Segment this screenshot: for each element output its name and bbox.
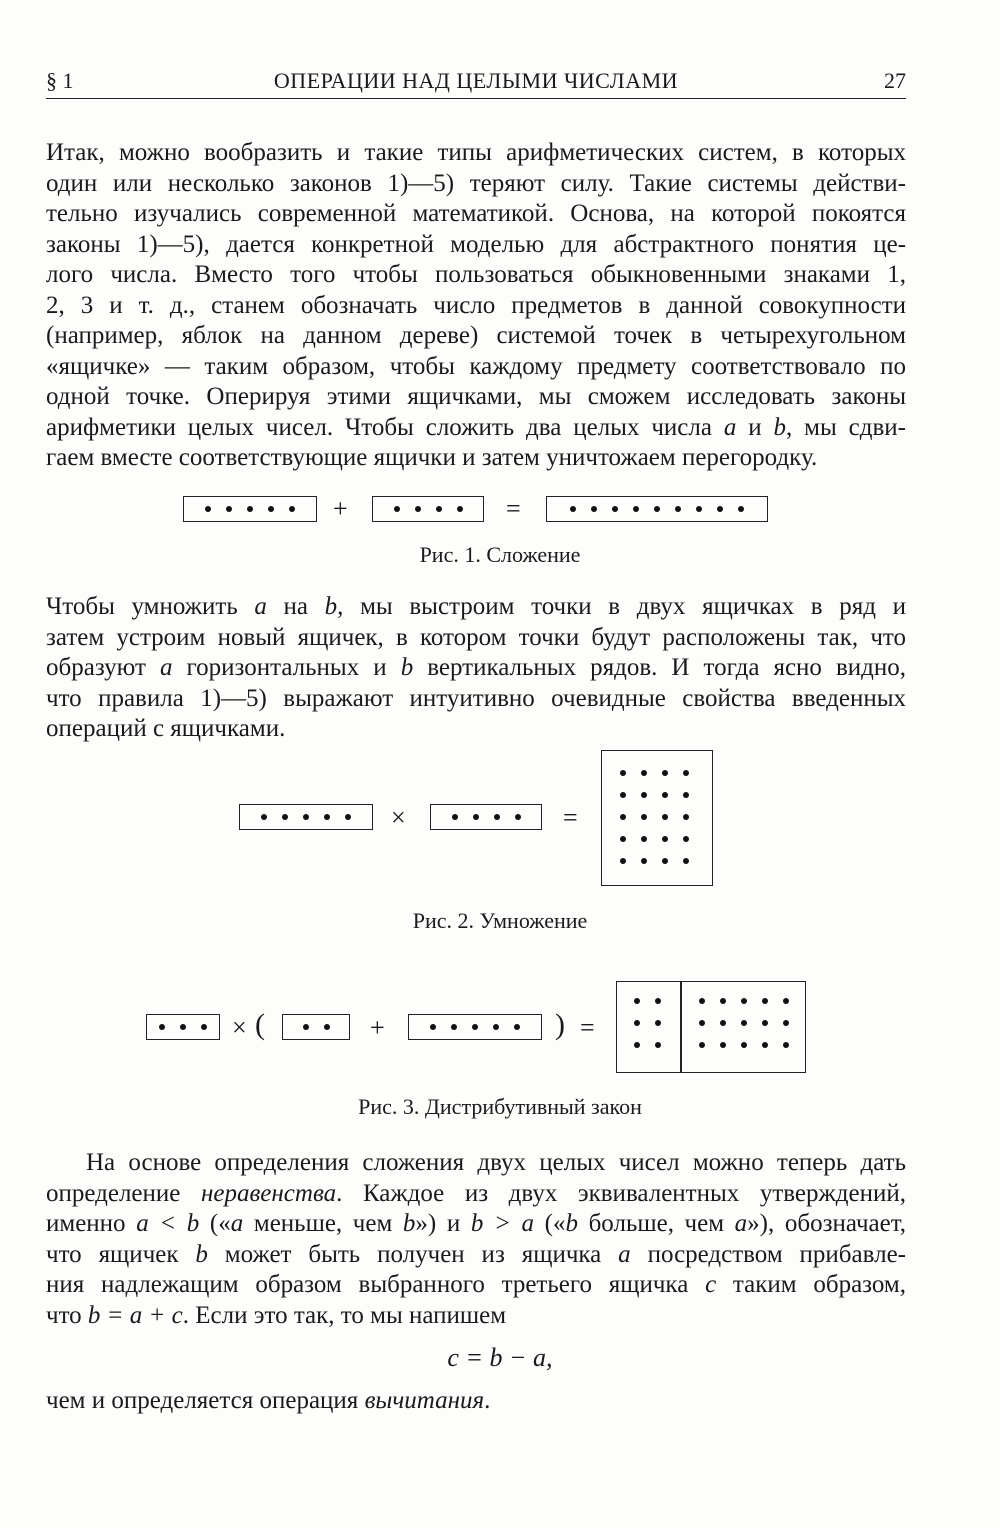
- dot: [683, 814, 689, 820]
- dot: [717, 506, 723, 512]
- dot: [633, 506, 639, 512]
- text-line: лого числа. Вместо того чтобы пользоваться обыкновенными знаками 1,: [46, 261, 906, 288]
- box-product: [601, 750, 713, 886]
- dot: [430, 1024, 436, 1030]
- dot: [451, 1024, 457, 1030]
- box-a: [183, 496, 317, 522]
- dot: [762, 998, 768, 1004]
- text-line: «ящичке» — таким образом, чтобы каждому предмету соответствовало по: [46, 352, 906, 380]
- dot: [159, 1024, 165, 1030]
- text-line: что правила 1)—5) выражают интуитивно очевидные свойства введенных: [46, 684, 906, 712]
- dot: [612, 506, 618, 512]
- dot: [436, 506, 442, 512]
- section-number: § 1: [46, 68, 74, 93]
- dot: [720, 998, 726, 1004]
- text-line: определение неравенства. Каждое из двух эквивалентных утверждений,: [46, 1179, 906, 1207]
- dot: [683, 792, 689, 798]
- emphasis-subtraction: вычитания: [364, 1387, 485, 1414]
- dot: [720, 1042, 726, 1048]
- paragraph-2: [46, 592, 906, 745]
- dot: [683, 858, 689, 864]
- text-line: одной точке. Оперируя этими ящичками, мы сможем исследовать законы: [46, 383, 906, 410]
- dot: [662, 858, 668, 864]
- dot: [472, 1024, 478, 1030]
- formula-subtraction: c = b − a,: [447, 1343, 553, 1372]
- dot: [514, 1024, 520, 1030]
- dot: [493, 1024, 499, 1030]
- dot: [494, 814, 500, 820]
- dot: [641, 814, 647, 820]
- left-paren: (: [255, 1008, 265, 1041]
- dot: [457, 506, 463, 512]
- dot: [662, 770, 668, 776]
- dot: [683, 836, 689, 842]
- dot: [699, 1020, 705, 1026]
- dot: [620, 814, 626, 820]
- dot: [655, 1042, 661, 1048]
- box-b: [372, 496, 484, 522]
- text-line: законы 1)—5), дается конкретной моделью для абстрактного понятия це-: [46, 230, 906, 258]
- dot: [282, 814, 288, 820]
- dot: [324, 814, 330, 820]
- dot: [696, 506, 702, 512]
- dot: [654, 506, 660, 512]
- dot: [662, 814, 668, 820]
- dot: [620, 770, 626, 776]
- equals-sign: =: [580, 1013, 595, 1042]
- dot: [394, 506, 400, 512]
- dot: [655, 1020, 661, 1026]
- figure-1-caption: Рис. 1. Сложение: [419, 542, 581, 567]
- times-sign: ×: [391, 803, 406, 832]
- box-a: [239, 804, 373, 830]
- equals-sign: =: [563, 803, 578, 832]
- box-a: [146, 1014, 220, 1040]
- dot: [570, 506, 576, 512]
- dot: [620, 792, 626, 798]
- dot: [641, 836, 647, 842]
- dot: [762, 1020, 768, 1026]
- text-line: затем устроим новый ящичек, в котором точки будут расположены так, что: [46, 623, 906, 651]
- text-line: На основе определения сложения двух целых чисел можно теперь дать: [86, 1149, 906, 1176]
- plus-sign: +: [370, 1013, 385, 1042]
- dot: [415, 506, 421, 512]
- dot: [641, 858, 647, 864]
- running-header: [46, 64, 906, 99]
- dot: [205, 506, 211, 512]
- text-line: арифметики целых чисел. Чтобы сложить два целых числа a и b, мы сдви-: [46, 413, 906, 441]
- text-line: ния надлежащим образом выбранного третьего ящичка c таким образом,: [46, 1271, 907, 1298]
- text-line: чем и определяется операция вычитания.: [46, 1387, 491, 1414]
- dot: [662, 792, 668, 798]
- dot: [620, 858, 626, 864]
- dot: [641, 792, 647, 798]
- text-line: именно a < b («a меньше, чем b») и b > a («b больше, чем a»), обозначает,: [46, 1210, 906, 1237]
- dot: [201, 1024, 207, 1030]
- text-line: операций с ящичками.: [46, 715, 286, 742]
- dot: [473, 814, 479, 820]
- text-line: один или несколько законов 1)—5) теряют силу. Такие системы действи-: [46, 169, 906, 197]
- dot: [741, 998, 747, 1004]
- dot: [303, 1024, 309, 1030]
- dot: [591, 506, 597, 512]
- dot: [634, 1020, 640, 1026]
- dot: [247, 506, 253, 512]
- text-line: Чтобы умножить a на b, мы выстроим точки в двух ящичках в ряд и: [46, 593, 906, 620]
- equals-sign: =: [506, 494, 521, 523]
- right-paren: ): [555, 1008, 565, 1041]
- dot: [738, 506, 744, 512]
- dot: [683, 770, 689, 776]
- dot: [662, 836, 668, 842]
- dot: [345, 814, 351, 820]
- dot: [699, 998, 705, 1004]
- chapter-title: ОПЕРАЦИИ НАД ЦЕЛЫМИ ЧИСЛАМИ: [273, 68, 679, 93]
- dot: [741, 1020, 747, 1026]
- text-line: что b = a + c. Если это так, то мы напишем: [46, 1301, 507, 1329]
- text-line: Итак, можно вообразить и такие типы арифметических систем, в которых: [46, 139, 906, 166]
- dot: [180, 1024, 186, 1030]
- dot: [634, 1042, 640, 1048]
- dot: [324, 1024, 330, 1030]
- times-sign: ×: [232, 1013, 247, 1042]
- dot: [783, 1042, 789, 1048]
- dot: [620, 836, 626, 842]
- text-line: гаем вместе соответствующие ящички и затем уничтожаем перегородку.: [46, 444, 818, 471]
- dot: [675, 506, 681, 512]
- dot: [762, 1042, 768, 1048]
- figure-2-caption: Рис. 2. Умножение: [412, 908, 588, 933]
- dot: [303, 814, 309, 820]
- box-b: [430, 804, 542, 830]
- emphasis-inequality: неравенства: [200, 1179, 337, 1207]
- dot: [268, 506, 274, 512]
- dot: [226, 506, 232, 512]
- dot: [452, 814, 458, 820]
- text-line: что ящичек b может быть получен из ящичка a посредством прибавле-: [46, 1240, 906, 1268]
- figure-3-caption: Рис. 3. Дистрибутивный закон: [358, 1094, 642, 1119]
- dot: [641, 770, 647, 776]
- paragraph-3-end: [46, 1386, 906, 1417]
- box-sum: [546, 496, 768, 522]
- dot: [634, 998, 640, 1004]
- dot: [783, 1020, 789, 1026]
- plus-sign: +: [333, 494, 348, 523]
- dot: [720, 1020, 726, 1026]
- text-line: образуют a горизонтальных и b вертикальных рядов. И тогда ясно видно,: [46, 654, 906, 681]
- dot: [261, 814, 267, 820]
- dot: [515, 814, 521, 820]
- dot: [741, 1042, 747, 1048]
- box-c: [408, 1014, 542, 1040]
- dot: [655, 998, 661, 1004]
- text-line: 2, 3 и т. д., станем обозначать число предметов в данной совокупности: [46, 291, 906, 319]
- paragraph-1: [46, 138, 906, 474]
- box-result: [616, 981, 806, 1073]
- page-number: 27: [884, 68, 906, 93]
- paragraph-3: [46, 1148, 906, 1331]
- dot: [699, 1042, 705, 1048]
- dot: [289, 506, 295, 512]
- dot: [783, 998, 789, 1004]
- box-b: [282, 1014, 350, 1040]
- text-line: тельно изучались современной математикой. Основа, на которой покоятся: [46, 200, 906, 227]
- box-divider: [680, 982, 682, 1072]
- text-line: (например, яблок на данном дереве) системой точек в четырехугольном: [46, 322, 906, 349]
